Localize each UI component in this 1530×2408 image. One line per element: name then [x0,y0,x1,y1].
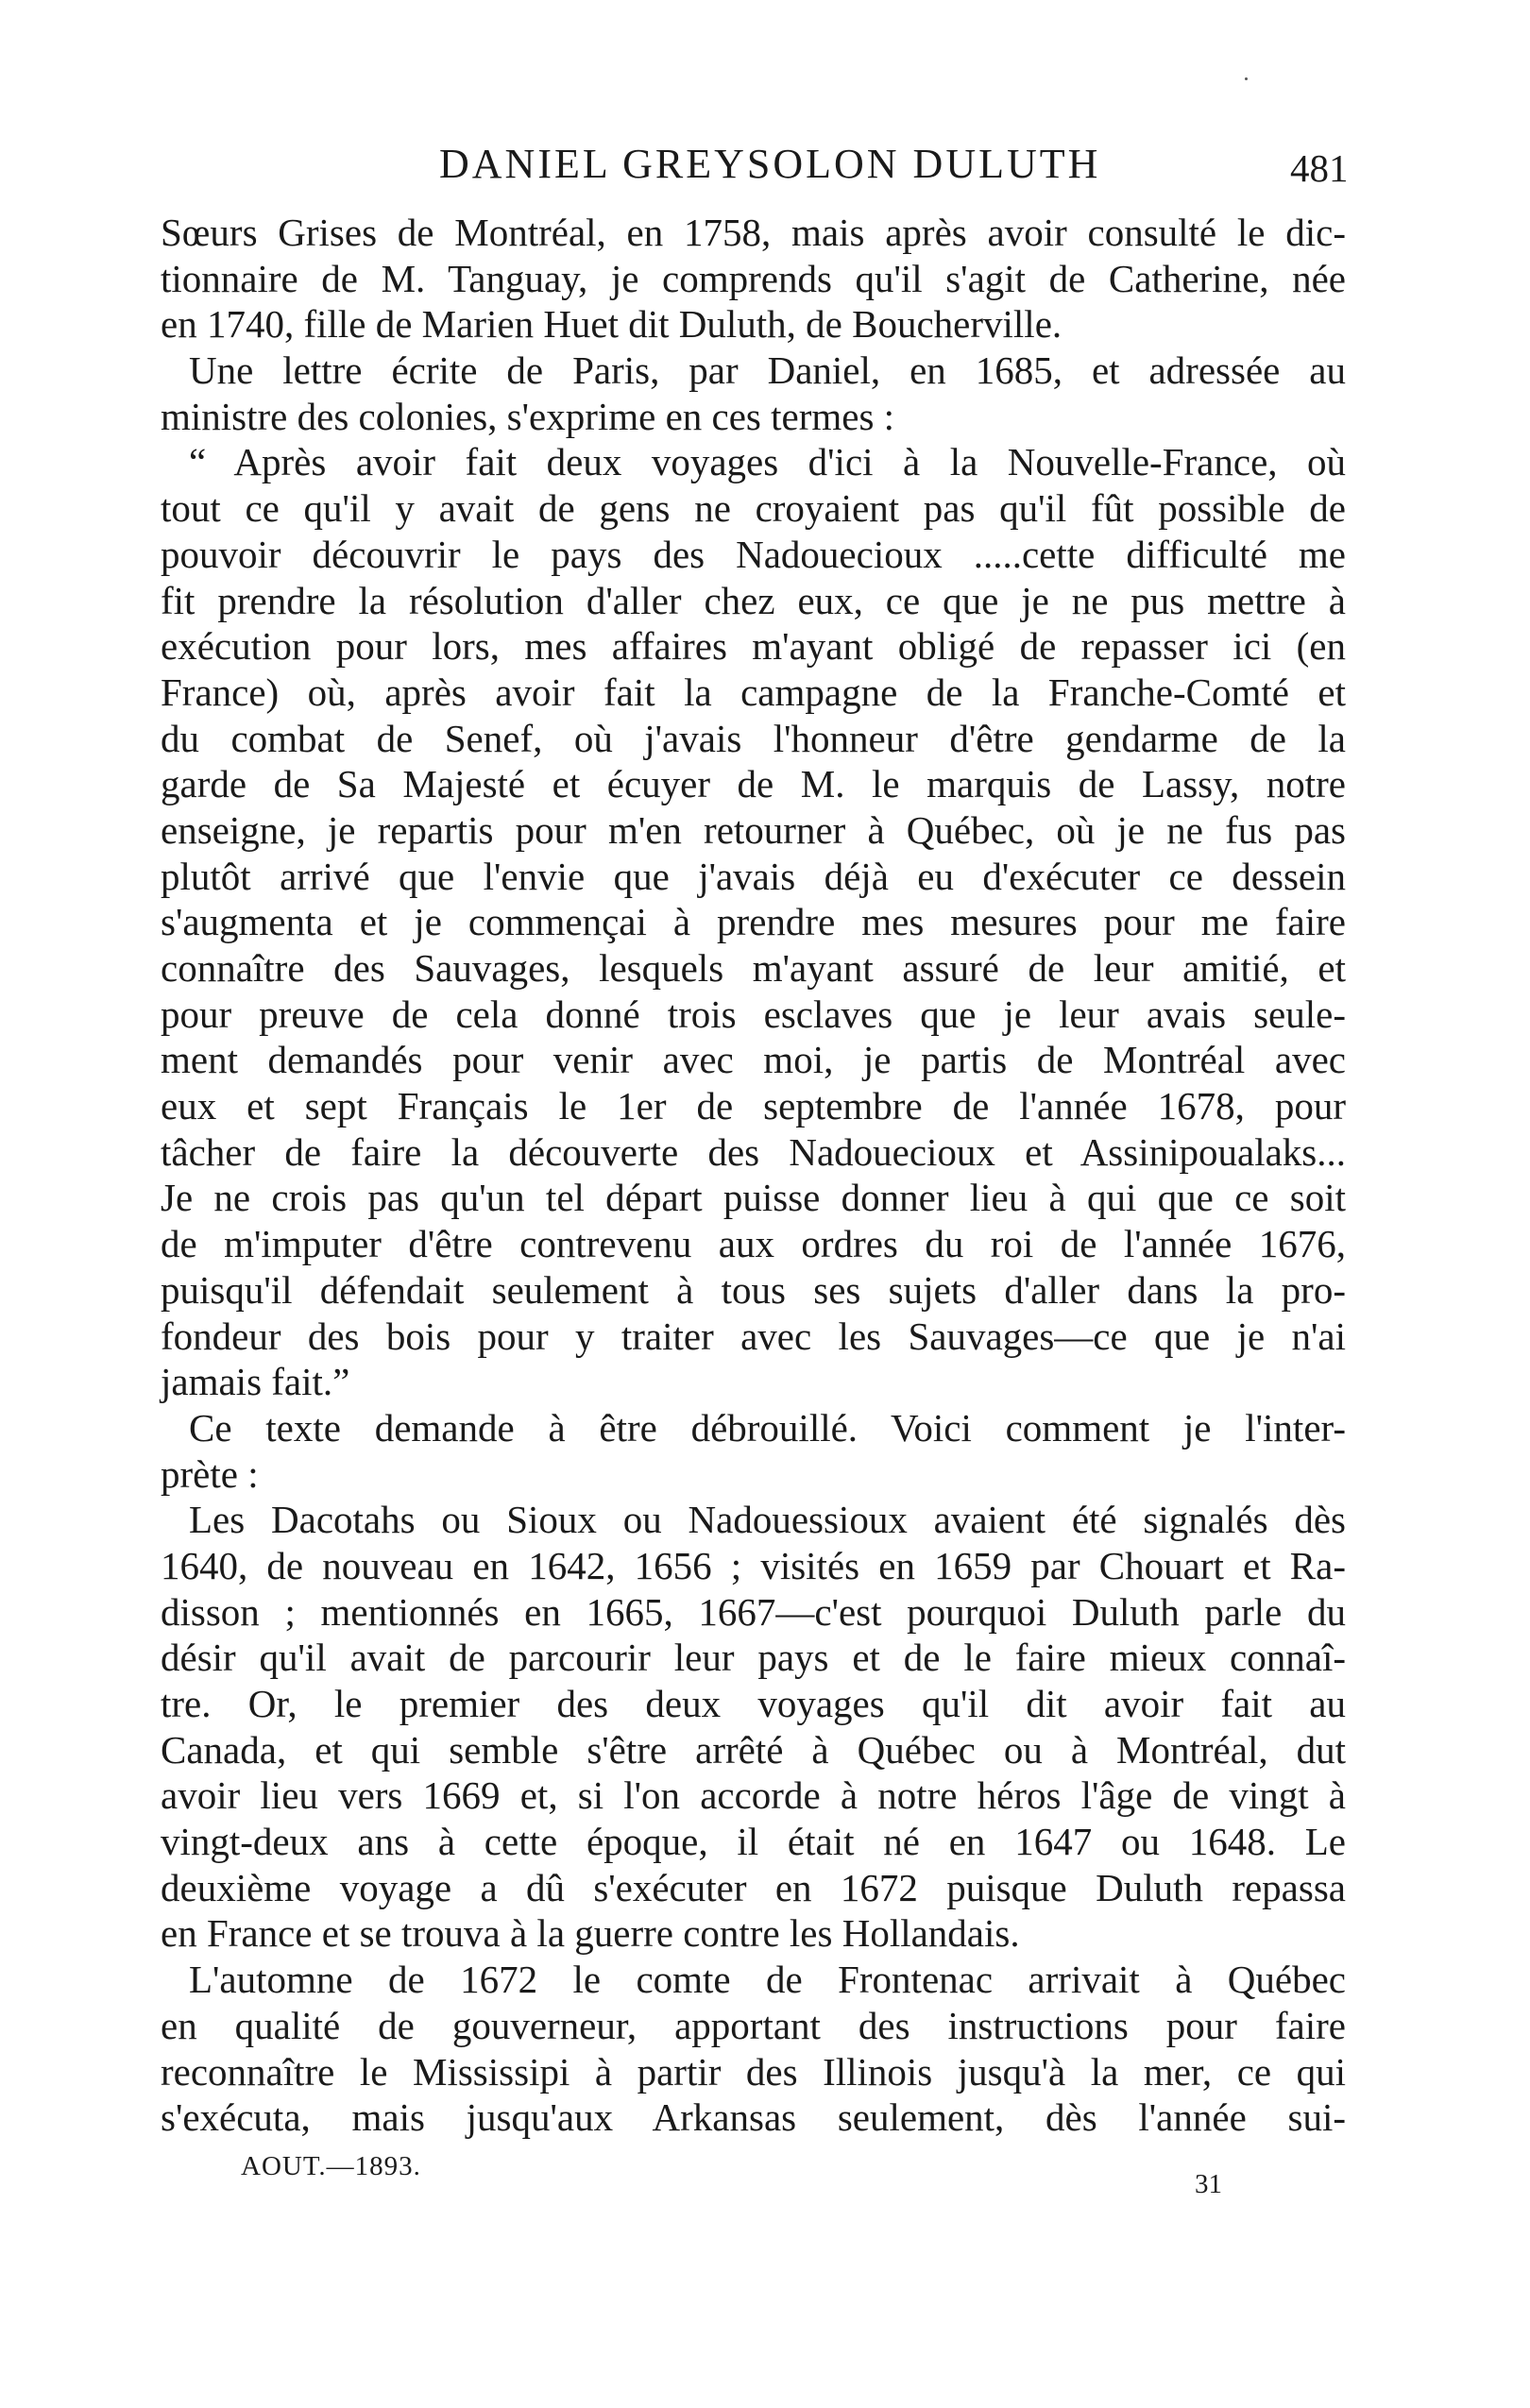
text-line: reconnaître le Mississipi à partir des Illinois jusqu'à la mer, ce qui [161,2049,1346,2094]
text-line: prète : [161,1451,259,1496]
text-line: jamais fait.” [161,1360,350,1404]
text-line: Je ne crois pas qu'un tel départ puisse donner lieu à qui que ce soit [161,1176,1346,1220]
text-line: s'exécuta, mais jusqu'aux Arkansas seulement, dès l'année sui- [161,2095,1346,2140]
text-line: deuxième voyage a dû s'exécuter en 1672 puisque Duluth repassa [161,1865,1346,1909]
text-line: Sœurs Grises de Montréal, en 1758, mais après avoir consulté le dic- [161,211,1346,254]
text-line: Une lettre écrite de Paris, par Daniel, en 1685, et adressée au [189,348,1346,393]
text-line: connaître des Sauvages, lesquels m'ayant assuré de leur amitié, et [161,946,1346,990]
text-line: Ce texte demande à être débrouillé. Voici comment je l'inter- [189,1405,1346,1450]
text-line: “ Après avoir fait deux voyages d'ici à la Nouvelle-France, où [189,440,1346,484]
body-text [161,210,1346,2141]
text-line: Canada, et qui semble s'être arrêté à Québec ou à Montréal, dut [161,1727,1346,1772]
text-line: disson ; mentionnés en 1665, 1667—c'est pourquoi Duluth parle du [161,1589,1346,1634]
text-line: du combat de Senef, où j'avais l'honneur d'être gendarme de la [161,716,1346,760]
ink-speck [1245,77,1248,80]
text-line: avoir lieu vers 1669 et, si l'on accorde à notre héros l'âge de vingt à [161,1773,1346,1818]
running-title: DANIEL GREYSOLON DULUTH [439,141,1101,187]
text-line: L'automne de 1672 le comte de Frontenac arrivait à Québec [189,1958,1346,2002]
text-line: pouvoir découvrir le pays des Nadouecioux .....cette difficulté me [161,532,1346,576]
text-line: s'augmenta et je commençai à prendre mes mesures pour me faire [161,900,1346,944]
text-line: tionnaire de M. Tanguay, je comprends qu'il s'agit de Catherine, née [161,256,1346,300]
text-line: en France et se trouva à la guerre contre les Hollandais. [161,1911,1020,1956]
text-line: ment demandés pour venir avec moi, je partis de Montréal avec [161,1038,1346,1082]
text-line: 1640, de nouveau en 1642, 1656 ; visités en 1659 par Chouart et Ra- [161,1543,1346,1587]
issue-date: AOUT.—1893. [241,2151,421,2181]
text-line: en 1740, fille de Marien Huet dit Duluth, de Boucherville. [161,302,1062,347]
text-line: désir qu'il avait de parcourir leur pays et de le faire mieux connaî- [161,1636,1346,1680]
text-line: plutôt arrivé que l'envie que j'avais déjà eu d'exécuter ce dessein [161,854,1346,898]
text-line: vingt-deux ans à cette époque, il était né en 1647 ou 1648. Le [161,1820,1346,1864]
text-line: pour preuve de cela donné trois esclaves que je leur avais seule- [161,992,1346,1036]
text-line: fondeur des bois pour y traiter avec les Sauvages—ce que je n'ai [161,1314,1346,1358]
text-line: ministre des colonies, s'exprime en ces termes : [161,394,895,438]
page-header [0,140,1530,196]
signature-mark: 31 [1195,2169,1222,2199]
text-line: tre. Or, le premier des deux voyages qu'il dit avoir fait au [161,1682,1346,1725]
text-line: enseigne, je repartis pour m'en retourner à Québec, où je ne fus pas [161,807,1346,852]
text-line: fit prendre la résolution d'aller chez eux, ce que je ne pus mettre à [161,578,1346,622]
text-line: Les Dacotahs ou Sioux ou Nadouessioux avaient été signalés dès [189,1498,1346,1542]
text-line: en qualité de gouverneur, apportant des instructions pour faire [161,2003,1346,2047]
text-line: puisqu'il défendait seulement à tous ses sujets d'aller dans la pro- [161,1267,1346,1312]
text-line: garde de Sa Majesté et écuyer de M. le marquis de Lassy, notre [161,762,1346,806]
text-line: exécution pour lors, mes affaires m'ayant obligé de repasser ici (en [161,624,1346,669]
text-line: de m'imputer d'être contrevenu aux ordres du roi de l'année 1676, [161,1222,1346,1266]
page-number: 481 [1290,146,1349,190]
text-line: tâcher de faire la découverte des Nadouecioux et Assinipoualaks... [161,1129,1346,1174]
text-line: eux et sept Français le 1er de septembre de l'année 1678, pour [161,1084,1346,1128]
text-line: France) où, après avoir fait la campagne de la Franche-Comté et [161,670,1346,714]
text-line: tout ce qu'il y avait de gens ne croyaient pas qu'il fût possible de [161,486,1346,531]
